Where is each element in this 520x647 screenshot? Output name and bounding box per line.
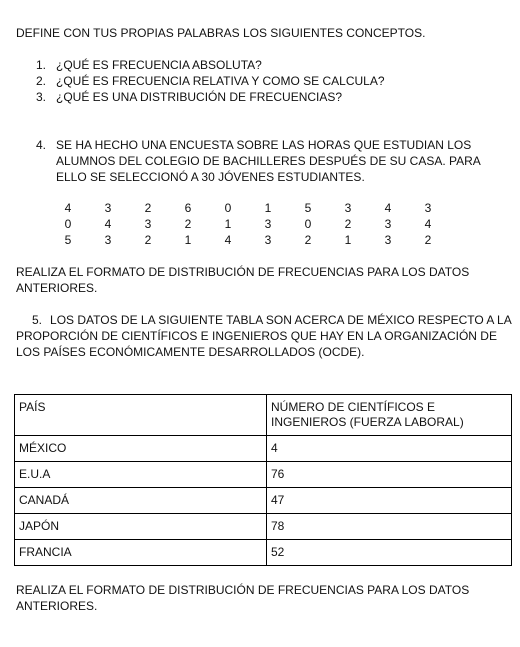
column-header-scientists: NÚMERO DE CIENTÍFICOS E INGENIEROS (FUERZA LABORAL): [267, 395, 512, 436]
grid-value: 0: [64, 217, 72, 231]
hours-data-grid: [48, 200, 448, 248]
grid-value: 3: [384, 233, 392, 247]
question-5: [16, 312, 516, 360]
grid-value: 5: [304, 201, 312, 215]
question-2: [36, 73, 385, 89]
question-text: ¿QUÉ ES FRECUENCIA ABSOLUTA?: [56, 58, 262, 72]
grid-value: 3: [264, 233, 272, 247]
question-text: LOS DATOS DE LA SIGUIENTE TABLA SON ACERCA DE MÉXICO RESPECTO A LA PROPORCIÓN DE CIENTÍFICOS E INGENIEROS QUE HAY EN LA ORGANIZACIÓN DE LOS PAÍSES ECONÓMICAMENTE DESARROLLADOS (OCDE).: [16, 313, 512, 359]
grid-value: 2: [144, 233, 152, 247]
value-cell: 78: [267, 514, 512, 540]
country-cell: CANADÁ: [15, 488, 267, 514]
question-number: 3.: [36, 90, 47, 104]
column-header-country: PAÍS: [15, 395, 267, 436]
ocde-data-table: [14, 394, 512, 566]
value-cell: 52: [267, 540, 512, 566]
question-number: 2.: [36, 74, 47, 88]
grid-row: [48, 216, 448, 232]
grid-value: 1: [344, 233, 352, 247]
grid-value: 3: [384, 217, 392, 231]
grid-value: 2: [184, 217, 192, 231]
grid-row: [48, 200, 448, 216]
instruction-text: REALIZA EL FORMATO DE DISTRIBUCIÓN DE FRECUENCIAS PARA LOS DATOS ANTERIORES.: [16, 265, 470, 295]
grid-value: 4: [104, 217, 112, 231]
grid-value: 0: [304, 217, 312, 231]
question-text: ¿QUÉ ES FRECUENCIA RELATIVA Y COMO SE CALCULA?: [56, 74, 385, 88]
question-number: 4.: [36, 138, 47, 152]
country-cell: JAPÓN: [15, 514, 267, 540]
grid-value: 1: [264, 201, 272, 215]
grid-value: 2: [424, 233, 432, 247]
country-cell: E.U.A: [15, 462, 267, 488]
table-row: [15, 488, 512, 514]
grid-value: 2: [304, 233, 312, 247]
grid-value: 6: [184, 201, 192, 215]
grid-value: 4: [64, 201, 72, 215]
grid-value: 2: [144, 201, 152, 215]
question-text: ¿QUÉ ES UNA DISTRIBUCIÓN DE FRECUENCIAS?: [56, 90, 343, 104]
question-text: SE HA HECHO UNA ENCUESTA SOBRE LAS HORAS QUE ESTUDIAN LOS ALUMNOS DEL COLEGIO DE BACHILLERES DESPUÉS DE SU CASA. PARA ELLO SE SELECCIONÓ A 30 JÓVENES ESTUDIANTES.: [56, 138, 481, 184]
section-heading: DEFINE CON TUS PROPIAS PALABRAS LOS SIGUIENTES CONCEPTOS.: [16, 26, 426, 40]
question-1: [36, 57, 385, 73]
grid-value: 1: [224, 217, 232, 231]
grid-value: 3: [424, 201, 432, 215]
value-cell: 76: [267, 462, 512, 488]
table-row: [15, 436, 512, 462]
grid-value: 3: [344, 201, 352, 215]
value-cell: 47: [267, 488, 512, 514]
grid-row: [48, 232, 448, 248]
instruction-text: REALIZA EL FORMATO DE DISTRIBUCIÓN DE FRECUENCIAS PARA LOS DATOS ANTERIORES.: [16, 583, 470, 613]
grid-value: 2: [344, 217, 352, 231]
value-cell: 4: [267, 436, 512, 462]
question-4: [36, 137, 496, 185]
country-cell: MÉXICO: [15, 436, 267, 462]
grid-value: 0: [224, 201, 232, 215]
grid-value: 4: [424, 217, 432, 231]
grid-value: 3: [264, 217, 272, 231]
table-row: [15, 462, 512, 488]
country-cell: FRANCIA: [15, 540, 267, 566]
table-row: [15, 514, 512, 540]
grid-value: 4: [224, 233, 232, 247]
table-header-row: [15, 395, 512, 436]
question-number: 1.: [36, 58, 47, 72]
grid-value: 4: [384, 201, 392, 215]
grid-value: 5: [64, 233, 72, 247]
question-number: 5.: [32, 313, 43, 327]
question-3: [36, 89, 385, 105]
grid-value: 3: [104, 201, 112, 215]
table-row: [15, 540, 512, 566]
grid-value: 3: [144, 217, 152, 231]
grid-value: 3: [104, 233, 112, 247]
grid-value: 1: [184, 233, 192, 247]
question-list: [36, 57, 385, 105]
